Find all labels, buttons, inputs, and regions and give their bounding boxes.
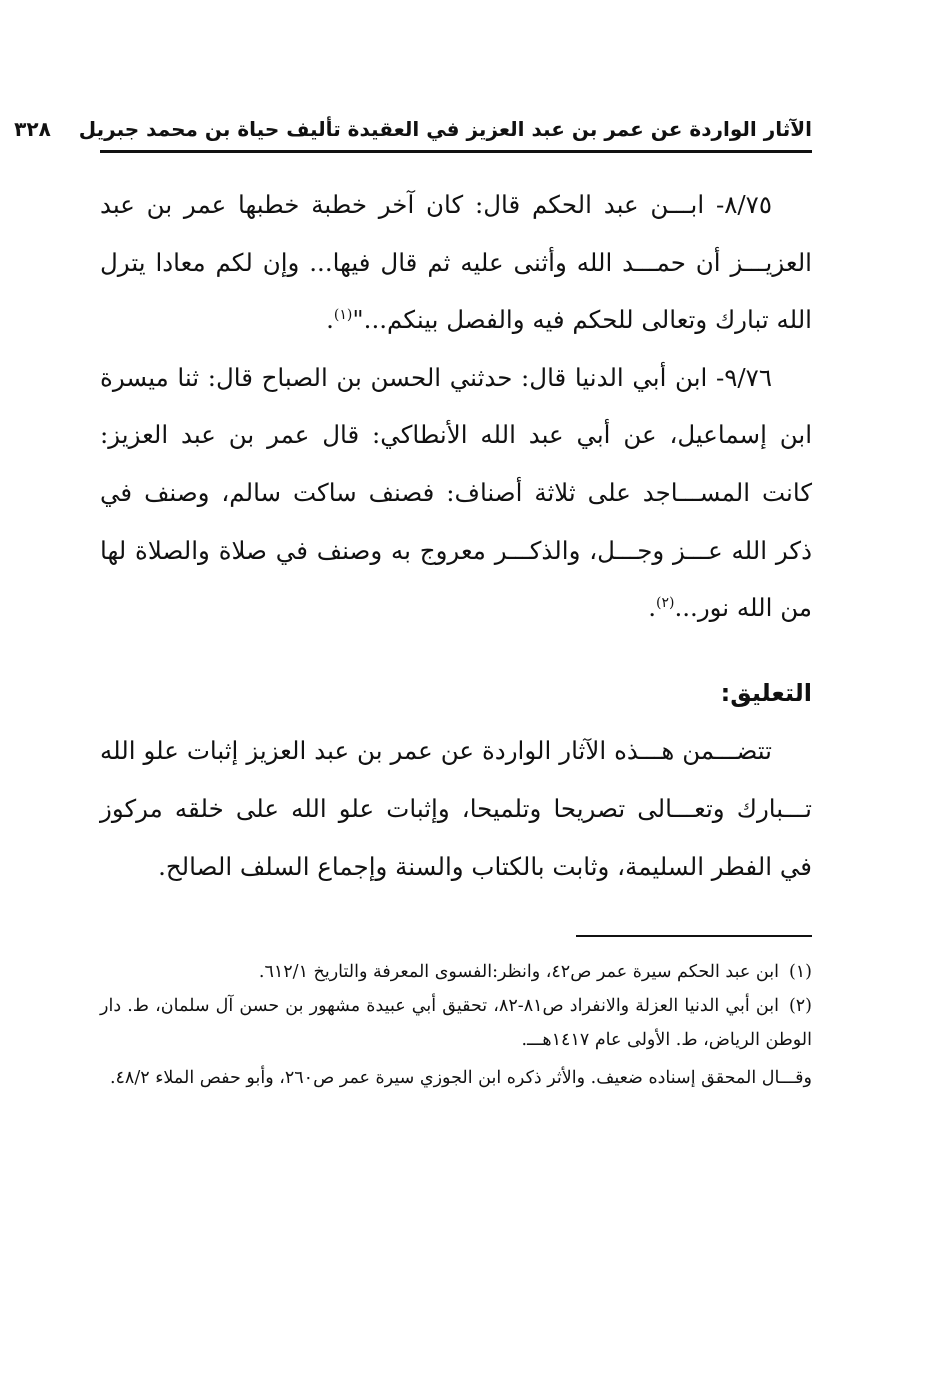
- entry-end: .: [326, 305, 334, 335]
- footnote-continuation: وقـــال المحقق إسناده ضعيف. والأثر ذكره ابن الجوزي سيرة عمر ص٢٦٠، وأبو حفص الملاء ٤٨/٢.: [109, 1068, 812, 1088]
- footnotes: [100, 955, 812, 1095]
- header-title: الآثار الواردة عن عمر بن عبد العزيز في العقيدة تأليف حياة بن محمد جبريل: [78, 117, 812, 141]
- footnote-text: ابن عبد الحكم سيرة عمر ص٤٢، وانظر:الفسوى المعرفة والتاريخ ٦١٢/١.: [258, 962, 779, 982]
- footnote-number: (١): [788, 962, 812, 982]
- footnote: [100, 955, 812, 989]
- footnote-reference: (٢): [655, 595, 675, 611]
- running-header: [14, 112, 812, 146]
- page-number: ٣٢٨: [14, 117, 51, 141]
- header-rule: [100, 150, 812, 153]
- entry-text: ٨/٧٥- ابـــن عبد الحكم قال: كان آخر خطبة خطبها عمر بن عبد العزيـــز أن حمـــد الله وأثنى عليه ثم قال فيها... وإن لكم معادا يترل الله تبارك وتعالى للحكم فيه والفصل بينكم...": [100, 190, 812, 335]
- footnote-divider: [576, 935, 812, 937]
- commentary-paragraph: تتضـــمن هـــذه الآثار الواردة عن عمر بن عبد العزيز إثبات علو الله تـــبارك وتعـــالى تصريحا وتلميحا، وإثبات علو الله على خلقه مركوز في الفطر السليمة، وثابت بالكتاب والسنة وإجماع السلف الصالح.: [100, 736, 812, 881]
- footnote-text: ابن أبي الدنيا العزلة والانفراد ص٨١-٨٢، تحقيق أبي عبيدة مشهور بن حسن آل سلمان، ط. دار الوطن الرياض، ط. الأولى عام ١٤١٧هـــ.: [100, 996, 812, 1050]
- commentary-heading: التعليق:: [720, 678, 812, 707]
- entry-text: ٩/٧٦- ابن أبي الدنيا قال: حدثني الحسن بن الصباح قال: ثنا ميسرة ابن إسماعيل، عن أبي عبد الله الأنطاكي: قال عمر بن عبد العزيز: كانت المســـاجد على ثلاثة أصناف: فصنف ساكت سالم، وصنف في ذكر الله عـــز وجـــل، والذكـــر معروج به وصنف في صلاة والصلاة لها من الله نور...: [100, 362, 812, 623]
- entry-end: .: [648, 593, 656, 623]
- entry-paragraph: [100, 349, 812, 637]
- footnote: [100, 989, 812, 1057]
- main-text: [100, 176, 812, 895]
- footnote-reference: (١): [333, 307, 353, 324]
- entry-paragraph: [100, 176, 812, 349]
- footnote-number: (٢): [788, 996, 812, 1016]
